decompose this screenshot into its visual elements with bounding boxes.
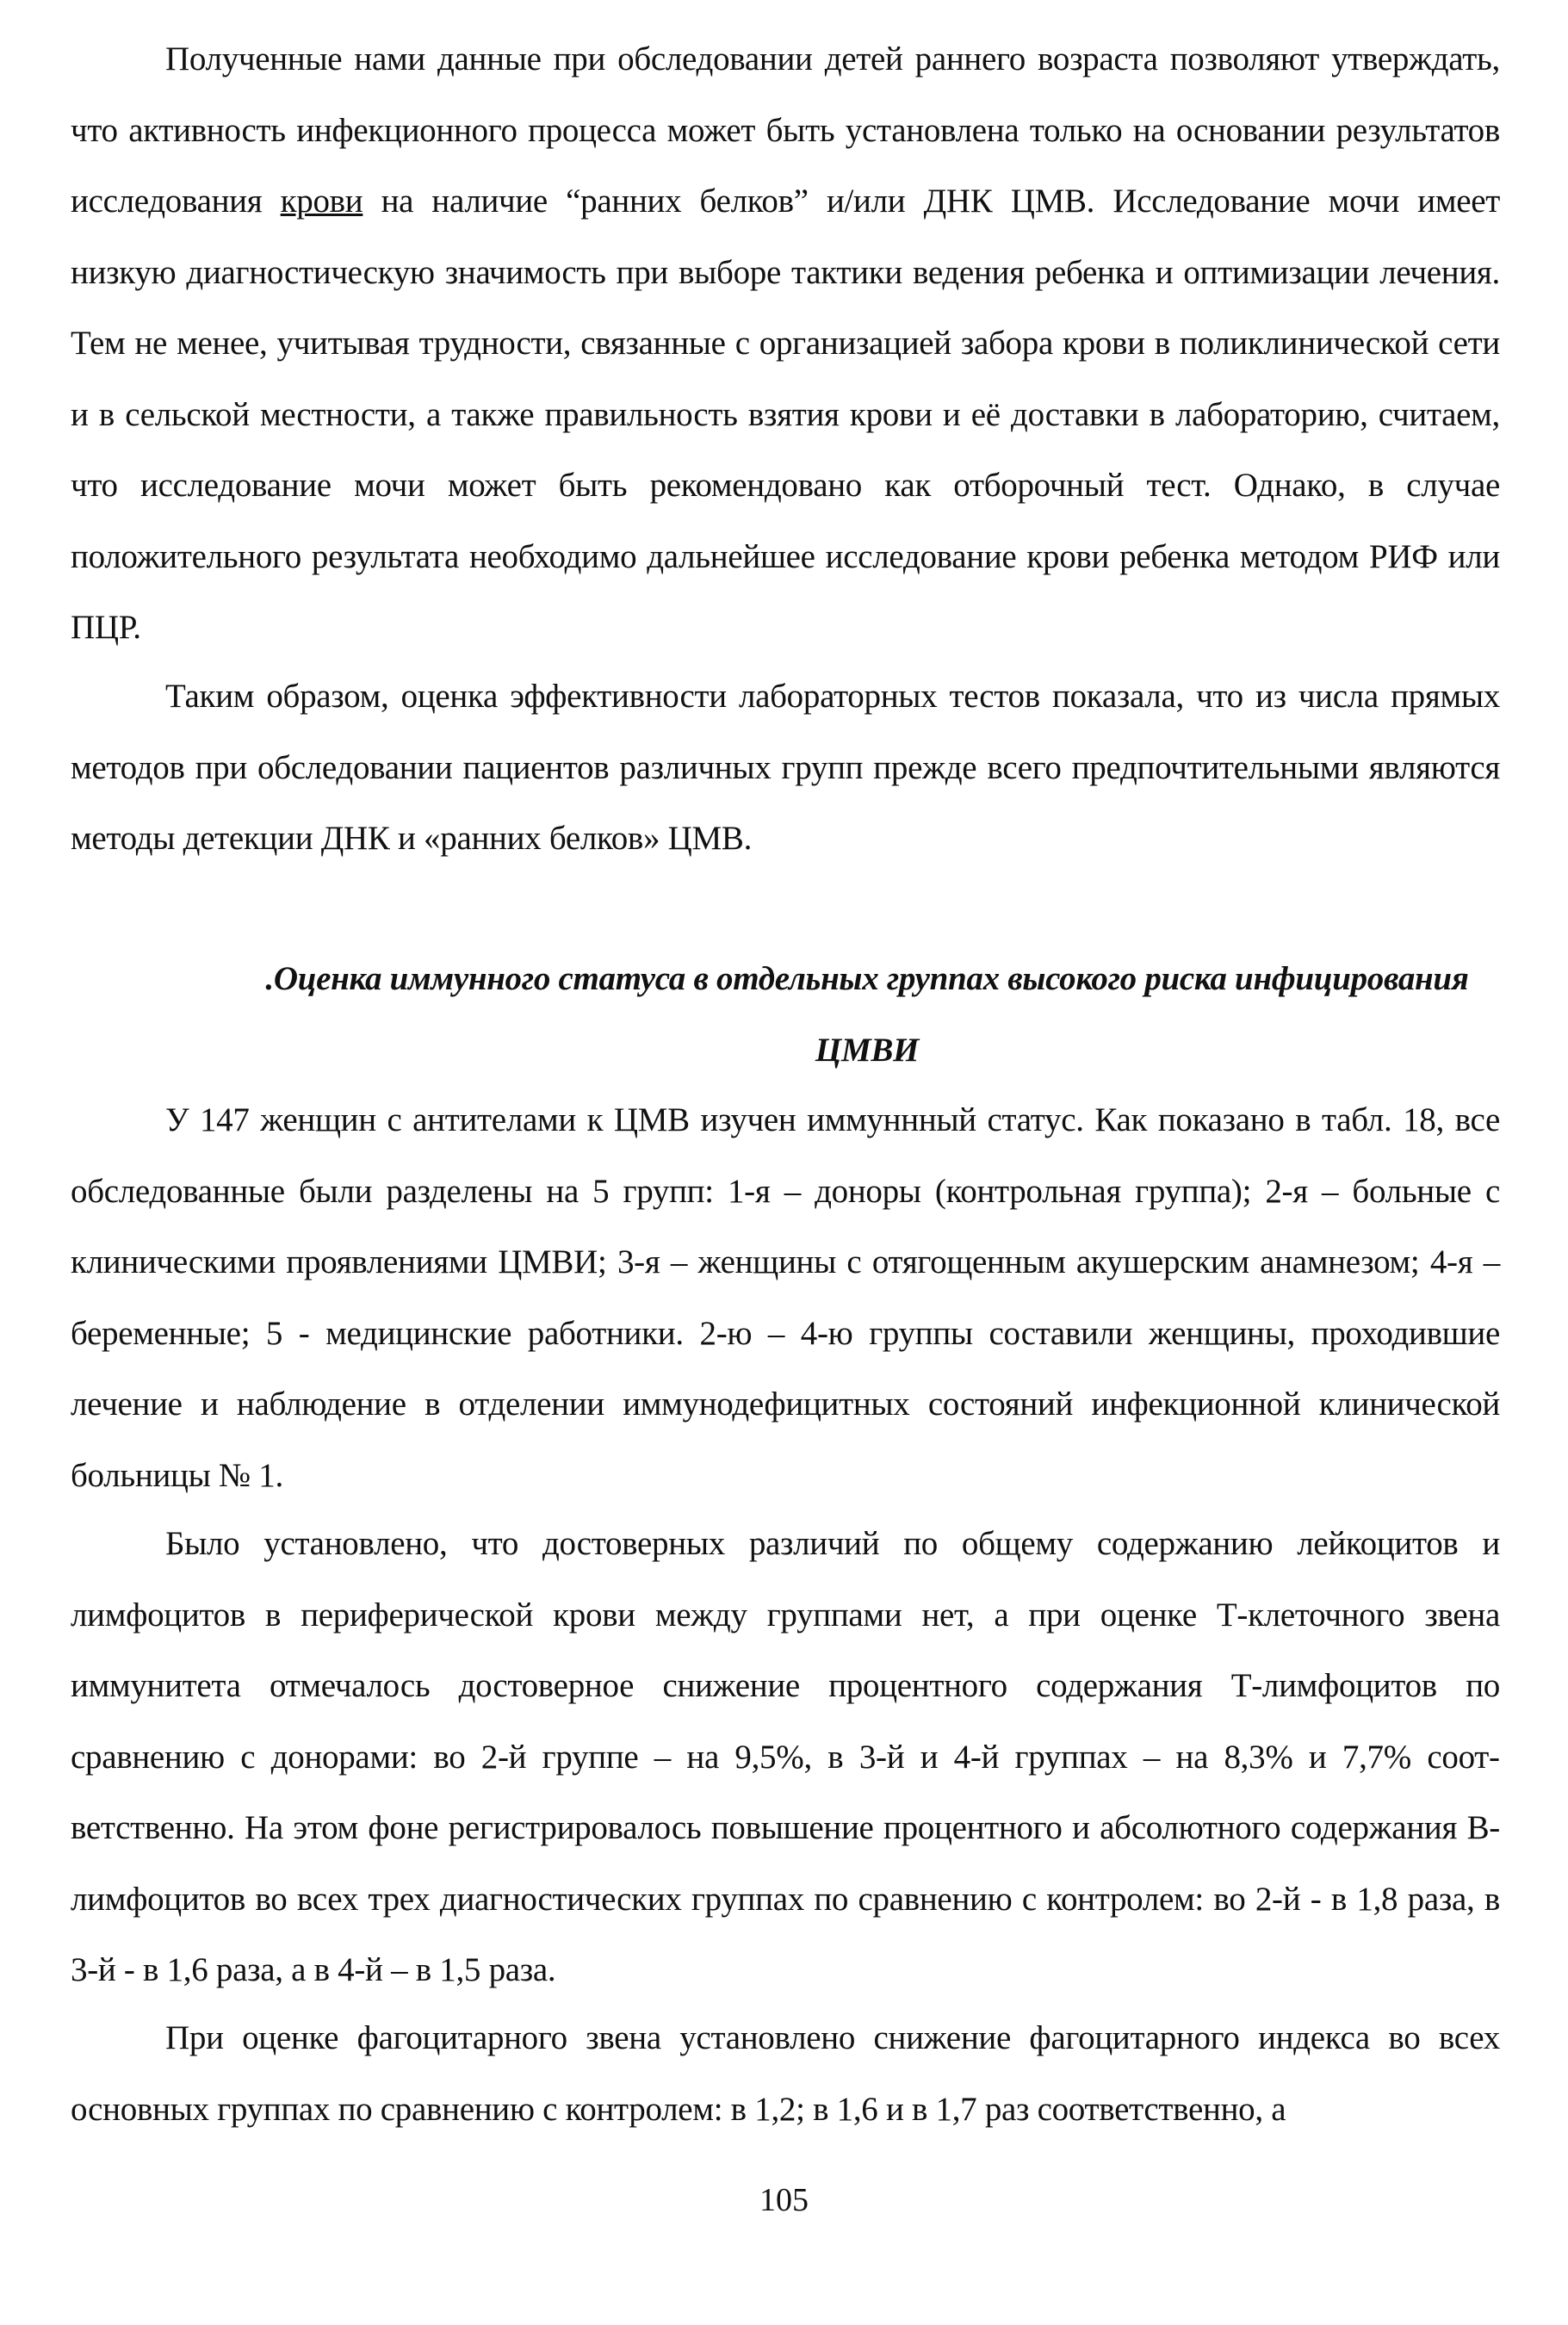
section-heading-line-2: ЦМВИ xyxy=(815,1031,920,1069)
paragraph-text-end: на наличие “ранних белков” и/или ДНК ЦМВ. Исследование мочи имеет низкую диагностическую значимость при выборе тактики ведения ребенка и оптимизации лечения. Тем не менее, учитывая трудности, связанные с организацией забора крови в поликлинической сети и в сельской местности, а также правильность взятия крови и её доставки в лабораторию, считаем, что исследование мочи может быть рекомендовано как отборочный тест. Однако, в случае положительного результата необходимо дальнейшее исследование крови ребенка методом РИФ или ПЦР. xyxy=(71,183,1501,646)
section-heading-line-1: .Оценка иммунного статуса в отдельных группах высокого риска инфицирования xyxy=(265,960,1469,997)
underlined-word-blood: крови xyxy=(280,183,363,220)
section-heading xyxy=(71,944,1500,1086)
paragraph-text-start: Полученные нами данные при обследовании детей раннего возраста позволяют утверждать, что активность инфекционного процесса может быть установлена только на основании результатов исследования xyxy=(71,40,1500,220)
page-number: 105 xyxy=(759,2182,809,2218)
paragraph-immune-status-groups: У 147 женщин с антителами к ЦМВ изучен иммуннный статус. Как показано в табл. 18, все обследованные были разделены на 5 групп: 1-я – доноры (контрольная группа); 2-я – больные с клиническими проявлениями ЦМВИ; 3-я – женщины с отягощенным акушерским анамнезом; 4-я – беременные; 5 - медицинские работники. 2-ю – 4-ю группы составили женщины, проходившие лечение и наблюдение в отделении иммунодефицитных состояний инфекционной клинической больницы № 1. xyxy=(71,1101,1500,1494)
paragraph-lab-tests-conclusion: Таким образом, оценка эффективности лабораторных тестов показала, что из числа прямых методов при обследовании пациентов различных групп прежде всего предпочтительными являются методы детекции ДНК и «ранних белков» ЦМВ. xyxy=(71,678,1500,857)
paragraph-phagocytic-findings: При оценке фагоцитарного звена установлено снижение фагоцитарного индекса во всех основных группах по сравнению с контролем: в 1,2; в 1,6 и в 1,7 раз соответственно, а xyxy=(71,2019,1500,2128)
paragraph-cmv-activity xyxy=(71,24,1500,664)
paragraph-lymphocyte-findings: Было установлено, что достоверных различий по общему содержанию лейкоцитов и лимфоцитов в периферической крови между группами нет, а при оценке Т-клеточного звена иммунитета отмечалось достоверное снижение процентного содержания Т-лимфоцитов по сравнению с донорами: во 2-й группе – на 9,5%, в 3-й и 4-й группах – на 8,3% и 7,7% соответственно. На этом фоне регистрировалось повышение процентного и абсолютного содержания В-лимфоцитов во всех трех диагностических группах по сравнению с контролем: во 2-й - в 1,8 раза, в 3-й - в 1,6 раза, а в 4-й – в 1,5 раза. xyxy=(71,1525,1500,1988)
